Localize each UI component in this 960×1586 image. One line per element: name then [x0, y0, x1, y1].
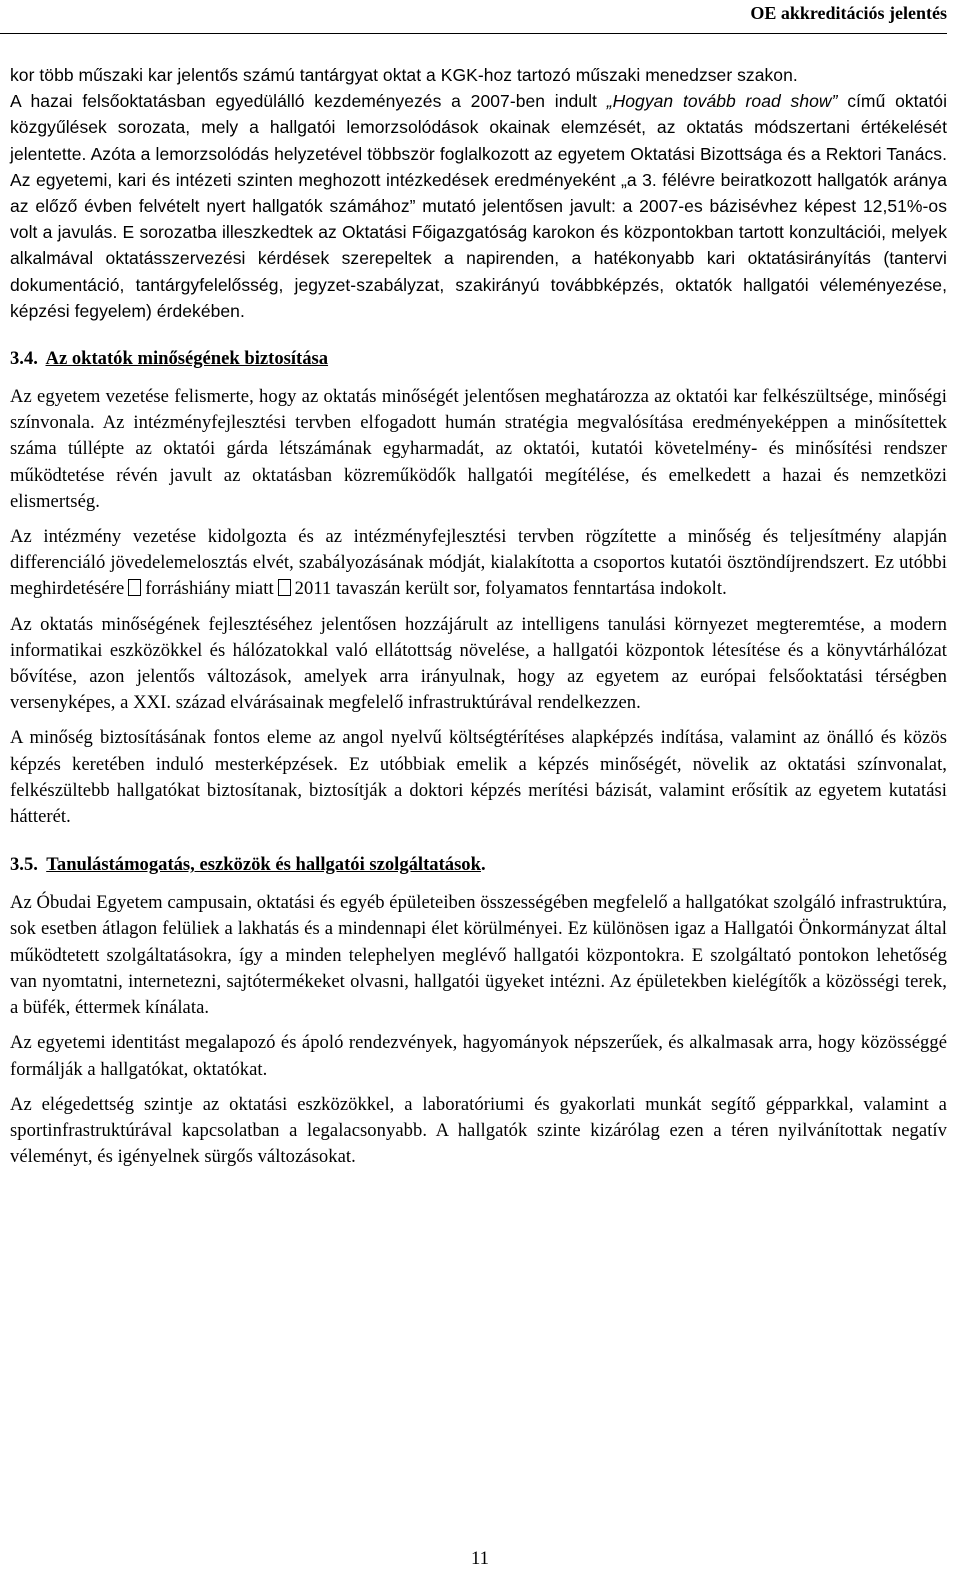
section-heading-3-4 — [10, 346, 947, 372]
paragraph: Az egyetemi identitást megalapozó és ápoló rendezvények, hagyományok népszerűek, és alkalmasak arra, hogy közösséggé formálják a hallgatókat, oktatókat. — [10, 1032, 947, 1080]
section-title-suffix: . — [480, 854, 486, 876]
missing-glyph-icon — [278, 579, 291, 596]
header-title: OE akkreditációs jelentés — [750, 3, 947, 23]
text-segment: című oktatói közgyűlések sorozata, mely a hallgatói lemorzsolódások okainak elemzését, az oktatás módszertani értékelését jelentette. — [10, 91, 948, 164]
paragraph: Az Óbudai Egyetem campusain, oktatási és egyéb épületeiben összességében megfelelő a hallgatókat szolgáló infrastruktúra, sok esetben átlagon felüliek a lakhatás és a mindennapi élet körülményei. Ez különösen igaz a Hallgatói Önkormányzat által működtetett szolgáltatásokra, így a minden telephelyen meglévő hallgatói központokra. E szolgáltató pontokon lehetőség van nyomtatni, internetezni, sajtótermékeket olvasni, hallgatói ügyeket intézni. Az épületekben kielégítők a közösségi terek, a büfék, éttermek kínálata. — [10, 892, 947, 1019]
text-segment: 2011 tavaszán került sor, folyamatos fenntartása indokolt. — [294, 578, 727, 600]
section-number: 3.4. — [10, 348, 38, 370]
text-segment: forráshiány miatt — [145, 578, 274, 600]
paragraph — [10, 524, 947, 603]
page-footer — [0, 1548, 960, 1570]
paragraph-road-show — [10, 88, 947, 324]
document-body — [10, 62, 947, 1179]
page-header — [0, 0, 947, 34]
paragraph: A minőség biztosításának fontos eleme az angol nyelvű költségtérítéses alapképzés indítása, valamint az önálló és közös képzés keretében induló mesterképzések. Ez utóbbiak emelik a képzés minőségét, növelik az oktatási színvonalat, felkészültebb hallgatókat biztosítanak, biztosítják a doktori képzés merítési bázisát, valamint erősítik az egyetem kutatási hátterét. — [10, 727, 947, 828]
text-segment: Azóta a lemorzsolódás helyzetével többször foglalkozott az egyetem Oktatási Bizottsága és a Rektori Tanács. Az egyetemi, kari és intézeti szinten meghozott intézkedések eredményeként „a 3. félévre beiratkozott hallgatók aránya az előző évben felvételt nyert hallgatók számához” mutató jelentősen javult: a 2007-es bázisévhez képest 12,51%-os volt a javulás. E sorozatba illeszkedtek az Oktatási Főigazgatóság karokon és központokban tartott konzultációi, melyek alkalmával oktatásszervezési kérdések szerepeltek a napirenden, a hatékonyabb kari oktatásirányítás (tantervi dokumentáció, tantárgyfelelősség, jegyzet-szabályzat, szakirányú továbbképzés, oktatók hallgatói véleményezése, képzési fegyelem) érdekében. — [10, 143, 947, 321]
text-segment: A hazai felsőoktatásban egyedülálló kezdeményezés a 2007-ben indult — [10, 91, 607, 112]
italic-title: „Hogyan tovább road show” — [606, 91, 838, 112]
section-heading-3-5 — [10, 852, 947, 878]
paragraph: Az elégedettség szintje az oktatási eszközökkel, a laboratóriumi és gyakorlati munkát segítő gépparkkal, valamint a sportinfrastruktúrával kapcsolatban a legalacsonyabb. A hallgatók szinte kizárólag ezen a téren nyilvánítottak negatív véleményt, és igényelnek sürgős változásokat. — [10, 1093, 947, 1168]
section-title: Tanulástámogatás, eszközök és hallgatói szolgáltatások — [46, 854, 481, 876]
section-number: 3.5. — [10, 854, 38, 876]
text-segment: Az intézmény vezetése kidolgozta és az intézményfejlesztési tervben rögzítette a minőség és teljesítmény alapján differenciáló jövedelemelosztás elvét, szabályozásának módját, kialakította a csoportos kutatói ösztöndíjrendszert. Ez utóbbi meghirdetésére — [10, 526, 947, 600]
paragraph: Az oktatás minőségének fejlesztéséhez jelentősen hozzájárult az intelligens tanulási környezet megteremtése, a modern informatikai eszközökkel és hálózatokkal való ellátottság növelése, a hallgatói központok létesítése és a könyvtárhálózat bővítése, azon jelentős változások, amelyek arra irányulnak, hogy az egyetem az európai felsőoktatási térségben versenyképes, a XXI. század elvárásainak megfelelő infrastruktúrával rendelkezzen. — [10, 613, 947, 714]
paragraph: Az egyetem vezetése felismerte, hogy az oktatás minőségét jelentősen meghatározza az oktatói kar felkészültsége, minőségi színvonala. Az intézményfejlesztési tervben elfogadott humán stratégia megvalósítása eredményeképpen a minősítettek száma túllépte az oktatói gárda létszámának egyharmadát, az oktatói, kutatói követelmény- és minősítési rendszer működtetése révén javult az oktatásban közreműködők hallgatói megítélése, és emelkedett a hazai és nemzetközi elismertség. — [10, 386, 947, 512]
page-number: 11 — [471, 1548, 489, 1569]
paragraph-continuation: kor több műszaki kar jelentős számú tantárgyat oktat a KGK-hoz tartozó műszaki menedzser szakon. — [10, 65, 798, 85]
section-title: Az oktatók minőségének biztosítása — [45, 348, 329, 370]
missing-glyph-icon — [128, 579, 141, 596]
